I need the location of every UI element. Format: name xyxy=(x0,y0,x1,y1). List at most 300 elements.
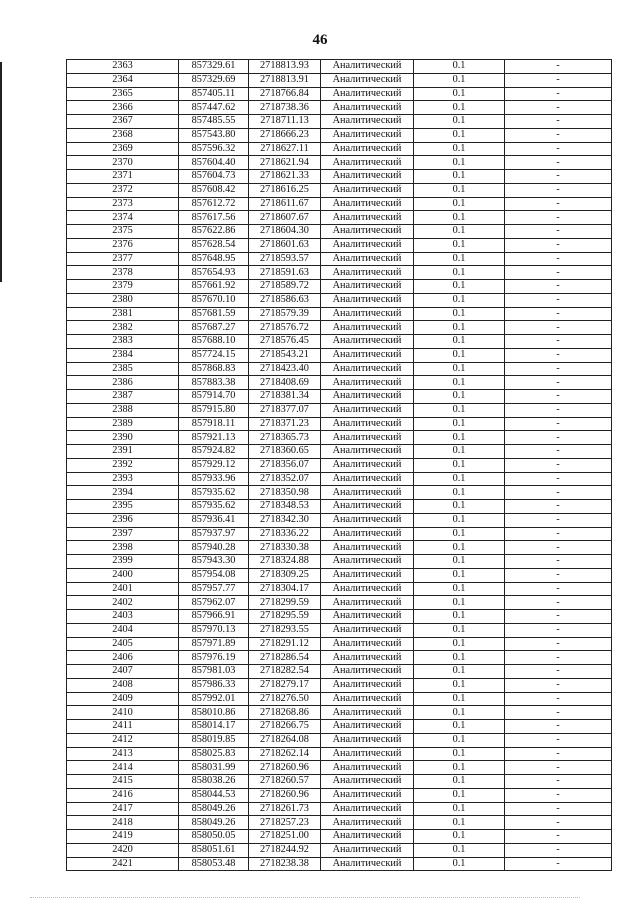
x-coordinate-cell: 857936.41 xyxy=(179,513,249,527)
point-number-cell: 2399 xyxy=(67,555,179,569)
table-row xyxy=(67,87,612,101)
table-row xyxy=(67,541,612,555)
x-coordinate-cell: 857405.11 xyxy=(179,87,249,101)
table-row xyxy=(67,183,612,197)
note-cell: - xyxy=(505,73,612,87)
table-row xyxy=(67,128,612,142)
point-number-cell: 2373 xyxy=(67,197,179,211)
y-coordinate-cell: 2718304.17 xyxy=(249,582,321,596)
note-cell: - xyxy=(505,830,612,844)
note-cell: - xyxy=(505,527,612,541)
note-cell: - xyxy=(505,211,612,225)
note-cell: - xyxy=(505,555,612,569)
note-cell: - xyxy=(505,238,612,252)
y-coordinate-cell: 2718766.84 xyxy=(249,87,321,101)
table-row xyxy=(67,211,612,225)
point-number-cell: 2366 xyxy=(67,101,179,115)
y-coordinate-cell: 2718408.69 xyxy=(249,376,321,390)
y-coordinate-cell: 2718381.34 xyxy=(249,390,321,404)
method-cell: Аналитический xyxy=(321,596,414,610)
x-coordinate-cell: 857914.70 xyxy=(179,390,249,404)
y-coordinate-cell: 2718576.45 xyxy=(249,335,321,349)
note-cell: - xyxy=(505,816,612,830)
note-cell: - xyxy=(505,348,612,362)
point-number-cell: 2372 xyxy=(67,183,179,197)
table-row xyxy=(67,500,612,514)
method-cell: Аналитический xyxy=(321,280,414,294)
table-row xyxy=(67,761,612,775)
x-coordinate-cell: 857883.38 xyxy=(179,376,249,390)
error-cell: 0.1 xyxy=(414,747,505,761)
note-cell: - xyxy=(505,128,612,142)
method-cell: Аналитический xyxy=(321,60,414,74)
x-coordinate-cell: 858049.26 xyxy=(179,802,249,816)
error-cell: 0.1 xyxy=(414,115,505,129)
error-cell: 0.1 xyxy=(414,417,505,431)
x-coordinate-cell: 857933.96 xyxy=(179,472,249,486)
error-cell: 0.1 xyxy=(414,706,505,720)
table-row xyxy=(67,775,612,789)
y-coordinate-cell: 2718264.08 xyxy=(249,733,321,747)
method-cell: Аналитический xyxy=(321,747,414,761)
error-cell: 0.1 xyxy=(414,720,505,734)
point-number-cell: 2411 xyxy=(67,720,179,734)
note-cell: - xyxy=(505,142,612,156)
table-row xyxy=(67,458,612,472)
table-row xyxy=(67,252,612,266)
y-coordinate-cell: 2718324.88 xyxy=(249,555,321,569)
point-number-cell: 2415 xyxy=(67,775,179,789)
method-cell: Аналитический xyxy=(321,335,414,349)
page-number: 46 xyxy=(312,32,328,48)
error-cell: 0.1 xyxy=(414,390,505,404)
note-cell: - xyxy=(505,417,612,431)
note-cell: - xyxy=(505,87,612,101)
x-coordinate-cell: 857670.10 xyxy=(179,293,249,307)
table-row xyxy=(67,73,612,87)
method-cell: Аналитический xyxy=(321,252,414,266)
method-cell: Аналитический xyxy=(321,761,414,775)
x-coordinate-cell: 857447.62 xyxy=(179,101,249,115)
note-cell: - xyxy=(505,197,612,211)
error-cell: 0.1 xyxy=(414,541,505,555)
method-cell: Аналитический xyxy=(321,128,414,142)
note-cell: - xyxy=(505,541,612,555)
method-cell: Аналитический xyxy=(321,513,414,527)
table-row xyxy=(67,156,612,170)
error-cell: 0.1 xyxy=(414,665,505,679)
error-cell: 0.1 xyxy=(414,431,505,445)
note-cell: - xyxy=(505,335,612,349)
x-coordinate-cell: 857957.77 xyxy=(179,582,249,596)
note-cell: - xyxy=(505,183,612,197)
table-row xyxy=(67,555,612,569)
note-cell: - xyxy=(505,293,612,307)
scan-noise xyxy=(30,897,580,899)
x-coordinate-cell: 857976.19 xyxy=(179,651,249,665)
point-number-cell: 2410 xyxy=(67,706,179,720)
table-row xyxy=(67,733,612,747)
y-coordinate-cell: 2718591.63 xyxy=(249,266,321,280)
note-cell: - xyxy=(505,156,612,170)
x-coordinate-cell: 858010.86 xyxy=(179,706,249,720)
table-row xyxy=(67,225,612,239)
method-cell: Аналитический xyxy=(321,651,414,665)
x-coordinate-cell: 857981.03 xyxy=(179,665,249,679)
error-cell: 0.1 xyxy=(414,830,505,844)
point-number-cell: 2421 xyxy=(67,857,179,871)
table-row xyxy=(67,706,612,720)
point-number-cell: 2397 xyxy=(67,527,179,541)
x-coordinate-cell: 858051.61 xyxy=(179,843,249,857)
x-coordinate-cell: 857954.08 xyxy=(179,568,249,582)
y-coordinate-cell: 2718299.59 xyxy=(249,596,321,610)
point-number-cell: 2401 xyxy=(67,582,179,596)
method-cell: Аналитический xyxy=(321,857,414,871)
error-cell: 0.1 xyxy=(414,775,505,789)
x-coordinate-cell: 857648.95 xyxy=(179,252,249,266)
x-coordinate-cell: 857681.59 xyxy=(179,307,249,321)
error-cell: 0.1 xyxy=(414,472,505,486)
method-cell: Аналитический xyxy=(321,211,414,225)
point-number-cell: 2393 xyxy=(67,472,179,486)
x-coordinate-cell: 857612.72 xyxy=(179,197,249,211)
y-coordinate-cell: 2718295.59 xyxy=(249,610,321,624)
point-number-cell: 2406 xyxy=(67,651,179,665)
point-number-cell: 2364 xyxy=(67,73,179,87)
coordinates-table-body xyxy=(67,60,612,871)
method-cell: Аналитический xyxy=(321,637,414,651)
method-cell: Аналитический xyxy=(321,541,414,555)
table-row xyxy=(67,142,612,156)
x-coordinate-cell: 857929.12 xyxy=(179,458,249,472)
point-number-cell: 2387 xyxy=(67,390,179,404)
y-coordinate-cell: 2718282.54 xyxy=(249,665,321,679)
table-row xyxy=(67,637,612,651)
x-coordinate-cell: 857966.91 xyxy=(179,610,249,624)
table-row xyxy=(67,678,612,692)
note-cell: - xyxy=(505,445,612,459)
x-coordinate-cell: 857687.27 xyxy=(179,321,249,335)
method-cell: Аналитический xyxy=(321,293,414,307)
table-row xyxy=(67,403,612,417)
note-cell: - xyxy=(505,60,612,74)
method-cell: Аналитический xyxy=(321,527,414,541)
error-cell: 0.1 xyxy=(414,678,505,692)
table-row xyxy=(67,830,612,844)
point-number-cell: 2418 xyxy=(67,816,179,830)
error-cell: 0.1 xyxy=(414,486,505,500)
table-row xyxy=(67,843,612,857)
method-cell: Аналитический xyxy=(321,390,414,404)
method-cell: Аналитический xyxy=(321,582,414,596)
method-cell: Аналитический xyxy=(321,225,414,239)
point-number-cell: 2405 xyxy=(67,637,179,651)
note-cell: - xyxy=(505,582,612,596)
method-cell: Аналитический xyxy=(321,73,414,87)
table-row xyxy=(67,472,612,486)
point-number-cell: 2400 xyxy=(67,568,179,582)
y-coordinate-cell: 2718621.94 xyxy=(249,156,321,170)
error-cell: 0.1 xyxy=(414,128,505,142)
table-row xyxy=(67,816,612,830)
y-coordinate-cell: 2718627.11 xyxy=(249,142,321,156)
x-coordinate-cell: 857604.40 xyxy=(179,156,249,170)
note-cell: - xyxy=(505,692,612,706)
error-cell: 0.1 xyxy=(414,335,505,349)
note-cell: - xyxy=(505,280,612,294)
y-coordinate-cell: 2718666.23 xyxy=(249,128,321,142)
error-cell: 0.1 xyxy=(414,156,505,170)
method-cell: Аналитический xyxy=(321,376,414,390)
x-coordinate-cell: 857935.62 xyxy=(179,486,249,500)
note-cell: - xyxy=(505,802,612,816)
method-cell: Аналитический xyxy=(321,486,414,500)
error-cell: 0.1 xyxy=(414,87,505,101)
note-cell: - xyxy=(505,115,612,129)
method-cell: Аналитический xyxy=(321,170,414,184)
y-coordinate-cell: 2718576.72 xyxy=(249,321,321,335)
note-cell: - xyxy=(505,362,612,376)
method-cell: Аналитический xyxy=(321,458,414,472)
note-cell: - xyxy=(505,596,612,610)
error-cell: 0.1 xyxy=(414,73,505,87)
table-row xyxy=(67,568,612,582)
table-row xyxy=(67,788,612,802)
method-cell: Аналитический xyxy=(321,362,414,376)
table-row xyxy=(67,692,612,706)
note-cell: - xyxy=(505,747,612,761)
method-cell: Аналитический xyxy=(321,348,414,362)
error-cell: 0.1 xyxy=(414,293,505,307)
note-cell: - xyxy=(505,788,612,802)
table-row xyxy=(67,280,612,294)
point-number-cell: 2416 xyxy=(67,788,179,802)
x-coordinate-cell: 857918.11 xyxy=(179,417,249,431)
point-number-cell: 2391 xyxy=(67,445,179,459)
y-coordinate-cell: 2718251.00 xyxy=(249,830,321,844)
note-cell: - xyxy=(505,761,612,775)
table-row xyxy=(67,362,612,376)
point-number-cell: 2378 xyxy=(67,266,179,280)
method-cell: Аналитический xyxy=(321,197,414,211)
note-cell: - xyxy=(505,266,612,280)
error-cell: 0.1 xyxy=(414,802,505,816)
point-number-cell: 2392 xyxy=(67,458,179,472)
x-coordinate-cell: 857924.82 xyxy=(179,445,249,459)
x-coordinate-cell: 858049.26 xyxy=(179,816,249,830)
y-coordinate-cell: 2718738.36 xyxy=(249,101,321,115)
error-cell: 0.1 xyxy=(414,692,505,706)
y-coordinate-cell: 2718342.30 xyxy=(249,513,321,527)
note-cell: - xyxy=(505,486,612,500)
point-number-cell: 2390 xyxy=(67,431,179,445)
x-coordinate-cell: 857921.13 xyxy=(179,431,249,445)
y-coordinate-cell: 2718330.38 xyxy=(249,541,321,555)
method-cell: Аналитический xyxy=(321,665,414,679)
y-coordinate-cell: 2718262.14 xyxy=(249,747,321,761)
note-cell: - xyxy=(505,101,612,115)
x-coordinate-cell: 857943.30 xyxy=(179,555,249,569)
error-cell: 0.1 xyxy=(414,651,505,665)
x-coordinate-cell: 858019.85 xyxy=(179,733,249,747)
point-number-cell: 2384 xyxy=(67,348,179,362)
table-row xyxy=(67,417,612,431)
y-coordinate-cell: 2718711.13 xyxy=(249,115,321,129)
point-number-cell: 2386 xyxy=(67,376,179,390)
point-number-cell: 2417 xyxy=(67,802,179,816)
point-number-cell: 2375 xyxy=(67,225,179,239)
y-coordinate-cell: 2718260.96 xyxy=(249,788,321,802)
table-row xyxy=(67,321,612,335)
error-cell: 0.1 xyxy=(414,582,505,596)
note-cell: - xyxy=(505,678,612,692)
note-cell: - xyxy=(505,500,612,514)
note-cell: - xyxy=(505,458,612,472)
point-number-cell: 2381 xyxy=(67,307,179,321)
error-cell: 0.1 xyxy=(414,197,505,211)
y-coordinate-cell: 2718589.72 xyxy=(249,280,321,294)
error-cell: 0.1 xyxy=(414,170,505,184)
y-coordinate-cell: 2718350.98 xyxy=(249,486,321,500)
note-cell: - xyxy=(505,403,612,417)
note-cell: - xyxy=(505,720,612,734)
x-coordinate-cell: 857654.93 xyxy=(179,266,249,280)
point-number-cell: 2370 xyxy=(67,156,179,170)
method-cell: Аналитический xyxy=(321,720,414,734)
method-cell: Аналитический xyxy=(321,87,414,101)
table-row xyxy=(67,486,612,500)
y-coordinate-cell: 2718371.23 xyxy=(249,417,321,431)
x-coordinate-cell: 857915.80 xyxy=(179,403,249,417)
method-cell: Аналитический xyxy=(321,156,414,170)
note-cell: - xyxy=(505,390,612,404)
y-coordinate-cell: 2718543.21 xyxy=(249,348,321,362)
point-number-cell: 2385 xyxy=(67,362,179,376)
method-cell: Аналитический xyxy=(321,417,414,431)
table-row xyxy=(67,527,612,541)
table-row xyxy=(67,596,612,610)
table-row xyxy=(67,335,612,349)
error-cell: 0.1 xyxy=(414,266,505,280)
y-coordinate-cell: 2718352.07 xyxy=(249,472,321,486)
table-row xyxy=(67,60,612,74)
point-number-cell: 2404 xyxy=(67,623,179,637)
method-cell: Аналитический xyxy=(321,238,414,252)
y-coordinate-cell: 2718261.73 xyxy=(249,802,321,816)
method-cell: Аналитический xyxy=(321,623,414,637)
method-cell: Аналитический xyxy=(321,733,414,747)
x-coordinate-cell: 857617.56 xyxy=(179,211,249,225)
table-row xyxy=(67,802,612,816)
y-coordinate-cell: 2718286.54 xyxy=(249,651,321,665)
error-cell: 0.1 xyxy=(414,596,505,610)
x-coordinate-cell: 857940.28 xyxy=(179,541,249,555)
method-cell: Аналитический xyxy=(321,472,414,486)
point-number-cell: 2409 xyxy=(67,692,179,706)
x-coordinate-cell: 857724.15 xyxy=(179,348,249,362)
y-coordinate-cell: 2718621.33 xyxy=(249,170,321,184)
point-number-cell: 2389 xyxy=(67,417,179,431)
note-cell: - xyxy=(505,843,612,857)
y-coordinate-cell: 2718593.57 xyxy=(249,252,321,266)
x-coordinate-cell: 858050.05 xyxy=(179,830,249,844)
x-coordinate-cell: 857604.73 xyxy=(179,170,249,184)
y-coordinate-cell: 2718601.63 xyxy=(249,238,321,252)
note-cell: - xyxy=(505,651,612,665)
error-cell: 0.1 xyxy=(414,238,505,252)
table-row xyxy=(67,390,612,404)
y-coordinate-cell: 2718238.38 xyxy=(249,857,321,871)
table-row xyxy=(67,431,612,445)
error-cell: 0.1 xyxy=(414,857,505,871)
error-cell: 0.1 xyxy=(414,637,505,651)
table-row xyxy=(67,623,612,637)
y-coordinate-cell: 2718276.50 xyxy=(249,692,321,706)
error-cell: 0.1 xyxy=(414,761,505,775)
error-cell: 0.1 xyxy=(414,458,505,472)
point-number-cell: 2369 xyxy=(67,142,179,156)
error-cell: 0.1 xyxy=(414,376,505,390)
error-cell: 0.1 xyxy=(414,623,505,637)
x-coordinate-cell: 857622.86 xyxy=(179,225,249,239)
y-coordinate-cell: 2718336.22 xyxy=(249,527,321,541)
error-cell: 0.1 xyxy=(414,60,505,74)
point-number-cell: 2407 xyxy=(67,665,179,679)
note-cell: - xyxy=(505,623,612,637)
x-coordinate-cell: 857688.10 xyxy=(179,335,249,349)
point-number-cell: 2383 xyxy=(67,335,179,349)
x-coordinate-cell: 857661.92 xyxy=(179,280,249,294)
y-coordinate-cell: 2718257.23 xyxy=(249,816,321,830)
table-row xyxy=(67,101,612,115)
method-cell: Аналитический xyxy=(321,142,414,156)
note-cell: - xyxy=(505,472,612,486)
error-cell: 0.1 xyxy=(414,513,505,527)
x-coordinate-cell: 858038.26 xyxy=(179,775,249,789)
x-coordinate-cell: 858031.99 xyxy=(179,761,249,775)
method-cell: Аналитический xyxy=(321,445,414,459)
x-coordinate-cell: 857485.55 xyxy=(179,115,249,129)
method-cell: Аналитический xyxy=(321,266,414,280)
y-coordinate-cell: 2718260.57 xyxy=(249,775,321,789)
point-number-cell: 2367 xyxy=(67,115,179,129)
point-number-cell: 2363 xyxy=(67,60,179,74)
x-coordinate-cell: 857608.42 xyxy=(179,183,249,197)
method-cell: Аналитический xyxy=(321,788,414,802)
y-coordinate-cell: 2718611.67 xyxy=(249,197,321,211)
table-row xyxy=(67,115,612,129)
error-cell: 0.1 xyxy=(414,348,505,362)
point-number-cell: 2396 xyxy=(67,513,179,527)
x-coordinate-cell: 857971.89 xyxy=(179,637,249,651)
point-number-cell: 2413 xyxy=(67,747,179,761)
point-number-cell: 2376 xyxy=(67,238,179,252)
table-row xyxy=(67,238,612,252)
note-cell: - xyxy=(505,376,612,390)
error-cell: 0.1 xyxy=(414,101,505,115)
error-cell: 0.1 xyxy=(414,568,505,582)
error-cell: 0.1 xyxy=(414,500,505,514)
x-coordinate-cell: 857970.13 xyxy=(179,623,249,637)
x-coordinate-cell: 858025.83 xyxy=(179,747,249,761)
note-cell: - xyxy=(505,170,612,184)
error-cell: 0.1 xyxy=(414,555,505,569)
y-coordinate-cell: 2718377.07 xyxy=(249,403,321,417)
method-cell: Аналитический xyxy=(321,555,414,569)
error-cell: 0.1 xyxy=(414,843,505,857)
x-coordinate-cell: 857986.33 xyxy=(179,678,249,692)
